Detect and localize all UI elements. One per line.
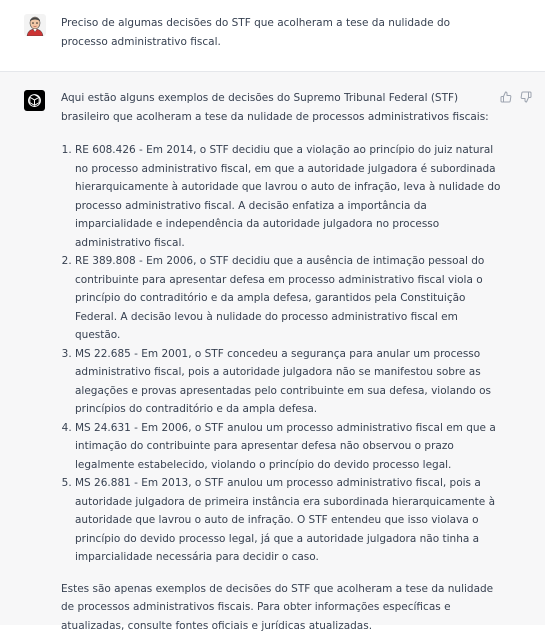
list-item: 5. MS 26.881 - Em 2013, o STF anulou um processo administrativo fiscal, pois a autoridade julgadora de primeira instância era subordinada hierarquicamente à autoridade que lavrou o auto de infração. O STF entendeu que isso violava o princípio do devido processo legal, já que a autoridade julgadora não tinha a imparcialidade necessária para decidir o caso.	[75, 474, 501, 567]
thumbs-up-icon[interactable]	[499, 90, 513, 104]
openai-logo-icon	[24, 90, 45, 111]
decision-list	[61, 141, 501, 567]
user-message-text: Preciso de algumas decisões do STF que acolheram a tese da nulidade do processo administrativo fiscal.	[61, 14, 491, 51]
list-item: 1. RE 608.426 - Em 2014, o STF decidiu que a violação ao princípio do juiz natural no processo administrativo fiscal, em que a autoridade julgadora é subordinada hierarquicamente à autoridade que lavrou o auto de infração, leva à nulidade do processo administrativo fiscal. A decisão enfatiza a importância da imparcialidade e independência da autoridade julgadora no processo administrativo fiscal.	[75, 141, 501, 252]
assistant-message-content	[61, 89, 501, 635]
user-avatar-icon	[24, 14, 46, 36]
assistant-intro: Aqui estão alguns exemplos de decisões do Supremo Tribunal Federal (STF) brasileiro que acolheram a tese da nulidade de processos administrativos fiscais:	[61, 89, 501, 126]
list-item: 3. MS 22.685 - Em 2001, o STF concedeu a segurança para anular um processo administrativo fiscal, pois a autoridade julgadora não se manifestou sobre as alegações e provas apresentadas pelo contribuinte em sua defesa, violando os princípios do contraditório e da ampla defesa.	[75, 345, 501, 419]
thumbs-down-icon[interactable]	[519, 90, 533, 104]
feedback-buttons	[499, 90, 533, 104]
assistant-closing: Estes são apenas exemplos de decisões do STF que acolheram a tese da nulidade de processos administrativos fiscais. Para obter informações específicas e atualizadas, consulte fontes oficiais e jurídicas atualizadas.	[61, 580, 501, 635]
list-item: 2. RE 389.808 - Em 2006, o STF decidiu que a ausência de intimação pessoal do contribuinte para apresentar defesa em processo administrativo fiscal viola o princípio do contraditório e da ampla defesa, garantidos pela Constituição Federal. A decisão levou à nulidade do processo administrativo fiscal em questão.	[75, 252, 501, 345]
user-message	[0, 0, 545, 72]
list-item: 4. MS 24.631 - Em 2006, o STF anulou um processo administrativo fiscal em que a intimação do contribuinte para apresentar defesa não observou o prazo legalmente estabelecido, violando o princípio do devido processo legal.	[75, 419, 501, 475]
assistant-message	[0, 72, 545, 625]
